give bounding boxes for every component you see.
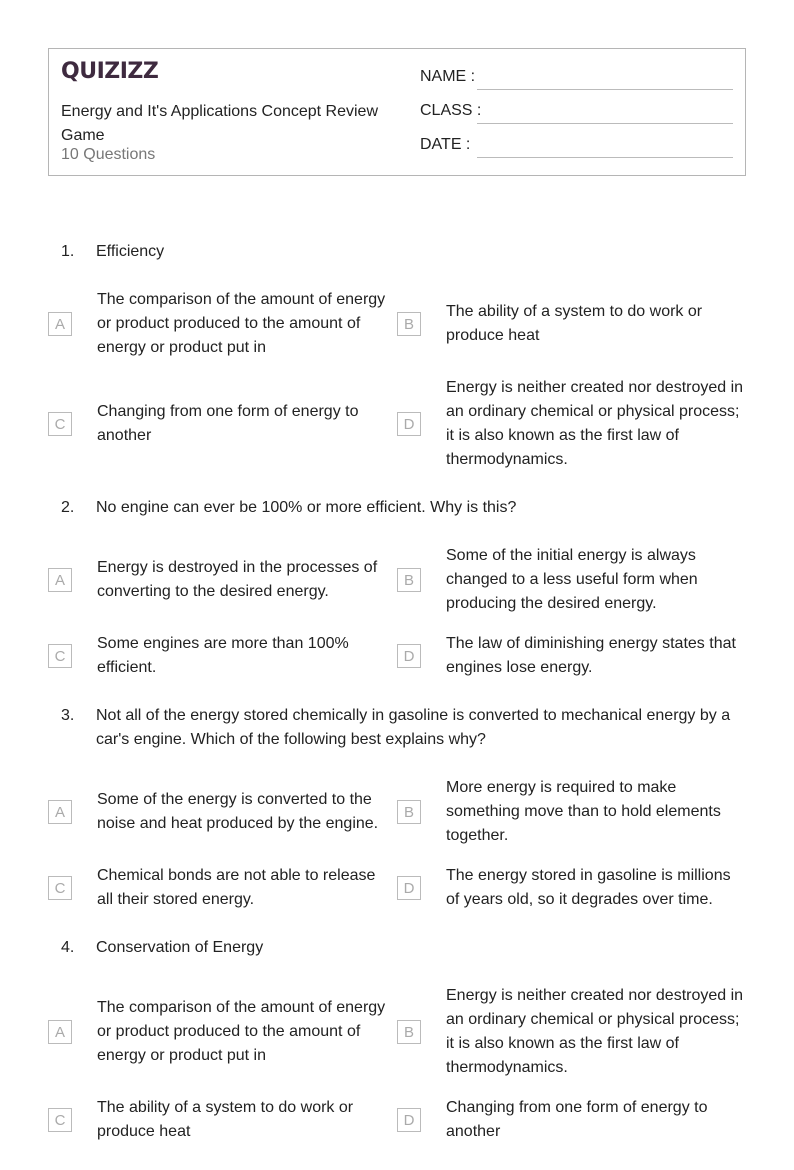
option-text: Energy is destroyed in the processes of converting to the desired energy. — [97, 559, 378, 600]
class-label: CLASS : — [420, 102, 482, 119]
date-label: DATE : — [420, 136, 471, 153]
question-count: 10 Questions — [61, 146, 156, 163]
worksheet-header — [48, 48, 746, 176]
worksheet-title: Energy and It's Applications Concept Review Game — [61, 103, 379, 144]
option-row — [48, 838, 748, 938]
option-text: Some of the energy is converted to the noise and heat produced by the engine. — [97, 791, 379, 832]
option-letter-box[interactable]: A — [48, 1020, 72, 1044]
answer-option[interactable] — [397, 982, 746, 1082]
option-text: Chemical bonds are not able to release all their stored energy. — [97, 867, 376, 908]
option-letter-box[interactable]: D — [397, 876, 421, 900]
option-text: The comparison of the amount of energy or product produced to the amount of energy or product put in — [97, 291, 386, 356]
question-text: Not all of the energy stored chemically in gasoline is converted to mechanical energy by a car's engine. Which of the following best explains why? — [96, 707, 731, 748]
option-letter-box[interactable]: D — [397, 644, 421, 668]
option-text: The law of diminishing energy states that engines lose energy. — [446, 635, 736, 676]
answer-option[interactable] — [48, 274, 392, 374]
answer-option[interactable] — [397, 1070, 746, 1170]
answer-option[interactable] — [397, 838, 746, 938]
name-field[interactable] — [420, 68, 475, 86]
date-field[interactable] — [420, 136, 470, 154]
option-text: The ability of a system to do work or produce heat — [97, 1099, 354, 1140]
option-text: The comparison of the amount of energy or product produced to the amount of energy or product put in — [97, 999, 386, 1064]
answer-option[interactable] — [397, 274, 746, 374]
class-line — [477, 123, 733, 124]
answer-option[interactable] — [397, 374, 746, 474]
quizizz-logo: QUIZIZZ — [61, 59, 159, 84]
option-letter-box[interactable]: A — [48, 312, 72, 336]
answer-option[interactable] — [48, 374, 392, 474]
name-label: NAME : — [420, 68, 476, 85]
answer-option[interactable] — [48, 606, 392, 706]
option-text: Some of the initial energy is always changed to a less useful form when producing the desired energy. — [446, 547, 698, 612]
date-line — [477, 157, 733, 158]
question-text: No engine can ever be 100% or more efficient. Why is this? — [96, 499, 517, 516]
option-row — [48, 274, 748, 374]
class-field[interactable] — [420, 102, 481, 120]
question-number: 4. — [61, 939, 75, 956]
option-row — [48, 982, 748, 1082]
option-text: Energy is neither created nor destroyed in an ordinary chemical or physical process; it is also known as the first law of thermodynamics. — [446, 987, 744, 1076]
option-letter-box[interactable]: C — [48, 412, 72, 436]
name-line — [477, 89, 733, 90]
answer-option[interactable] — [48, 982, 392, 1082]
option-text: Changing from one form of energy to another — [446, 1099, 708, 1140]
option-row — [48, 1070, 748, 1170]
question-number: 2. — [61, 499, 75, 516]
option-letter-box[interactable]: D — [397, 412, 421, 436]
option-letter-box[interactable]: D — [397, 1108, 421, 1132]
option-text: The energy stored in gasoline is millions of years old, so it degrades over time. — [446, 867, 731, 908]
question-text: Conservation of Energy — [96, 939, 264, 956]
option-letter-box[interactable]: A — [48, 800, 72, 824]
option-letter-box[interactable]: A — [48, 568, 72, 592]
option-letter-box[interactable]: B — [397, 800, 421, 824]
question-text: Efficiency — [96, 243, 165, 260]
option-text: Energy is neither created nor destroyed in an ordinary chemical or physical process; it is also known as the first law of thermodynamics. — [446, 379, 744, 468]
option-letter-box[interactable]: B — [397, 1020, 421, 1044]
option-letter-box[interactable]: C — [48, 644, 72, 668]
question-number: 1. — [61, 243, 75, 260]
option-letter-box[interactable]: B — [397, 312, 421, 336]
option-text: Changing from one form of energy to another — [97, 403, 359, 444]
option-text: Some engines are more than 100% efficient. — [97, 635, 349, 676]
option-row — [48, 606, 748, 706]
answer-option[interactable] — [48, 838, 392, 938]
option-letter-box[interactable]: B — [397, 568, 421, 592]
option-text: The ability of a system to do work or produce heat — [446, 303, 703, 344]
option-letter-box[interactable]: C — [48, 1108, 72, 1132]
answer-option[interactable] — [397, 606, 746, 706]
option-letter-box[interactable]: C — [48, 876, 72, 900]
question-number: 3. — [61, 707, 75, 724]
answer-option[interactable] — [48, 1070, 392, 1170]
option-text: More energy is required to make something move than to hold elements together. — [446, 779, 721, 844]
option-row — [48, 374, 748, 474]
